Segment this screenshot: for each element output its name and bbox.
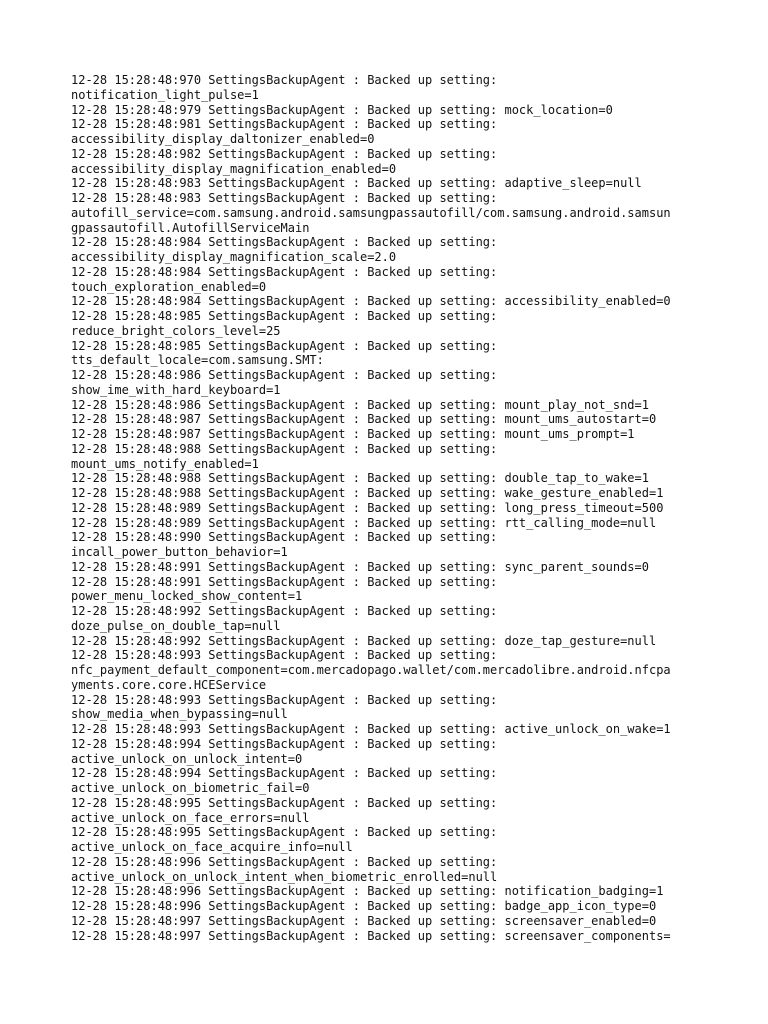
log-line: 12-28 15:28:48:988 SettingsBackupAgent : Backed up setting: <box>71 441 498 456</box>
log-line: 12-28 15:28:48:991 SettingsBackupAgent : Backed up setting: sync_parent_sounds=0 <box>71 559 649 574</box>
log-line: tts_default_locale=com.samsung.SMT: <box>71 353 324 368</box>
log-line: 12-28 15:28:48:984 SettingsBackupAgent : Backed up setting: <box>71 235 498 250</box>
log-line: 12-28 15:28:48:988 SettingsBackupAgent : Backed up setting: double_tap_to_wake=1 <box>71 471 649 486</box>
log-line: touch_exploration_enabled=0 <box>71 279 267 294</box>
log-line: 12-28 15:28:48:983 SettingsBackupAgent : Backed up setting: adaptive_sleep=null <box>71 176 642 191</box>
log-line: 12-28 15:28:48:984 SettingsBackupAgent : Backed up setting: <box>71 264 498 279</box>
log-line: 12-28 15:28:48:994 SettingsBackupAgent : Backed up setting: <box>71 766 498 781</box>
log-line: 12-28 15:28:48:979 SettingsBackupAgent : Backed up setting: mock_location=0 <box>71 102 613 117</box>
log-line: nfc_payment_default_component=com.mercadopago.wallet/com.mercadolibre.android.nfcpa <box>71 663 671 677</box>
log-line: active_unlock_on_unlock_intent_when_biometric_enrolled=null <box>71 869 498 884</box>
log-line: 12-28 15:28:48:989 SettingsBackupAgent : Backed up setting: long_press_timeout=500 <box>71 500 664 515</box>
log-line: 12-28 15:28:48:984 SettingsBackupAgent : Backed up setting: accessibility_enabled=0 <box>71 294 671 309</box>
log-line: 12-28 15:28:48:990 SettingsBackupAgent : Backed up setting: <box>71 530 498 545</box>
log-line: mount_ums_notify_enabled=1 <box>71 456 259 471</box>
log-line: active_unlock_on_biometric_fail=0 <box>71 781 310 795</box>
log-line: active_unlock_on_unlock_intent=0 <box>71 751 303 766</box>
log-line: power_menu_locked_show_content=1 <box>71 589 303 604</box>
log-line: show_ime_with_hard_keyboard=1 <box>71 382 281 397</box>
log-line: 12-28 15:28:48:985 SettingsBackupAgent : Backed up setting: <box>71 338 498 353</box>
log-line: 12-28 15:28:48:993 SettingsBackupAgent : Backed up setting: active_unlock_on_wake=1 <box>71 722 671 736</box>
log-line: show_media_when_bypassing=null <box>71 707 288 722</box>
log-line: 12-28 15:28:48:983 SettingsBackupAgent : Backed up setting: <box>71 191 498 205</box>
log-line: 12-28 15:28:48:987 SettingsBackupAgent : Backed up setting: mount_ums_autostart=0 <box>71 412 657 427</box>
log-line: notification_light_pulse=1 <box>71 87 259 102</box>
log-line: 12-28 15:28:48:986 SettingsBackupAgent : Backed up setting: <box>71 368 498 382</box>
log-line: 12-28 15:28:48:995 SettingsBackupAgent : Backed up setting: <box>71 825 498 840</box>
log-line: yments.core.core.HCEService <box>71 677 267 692</box>
log-line: 12-28 15:28:48:994 SettingsBackupAgent : Backed up setting: <box>71 736 498 751</box>
log-line: 12-28 15:28:48:993 SettingsBackupAgent : Backed up setting: <box>71 648 498 663</box>
log-line: 12-28 15:28:48:996 SettingsBackupAgent : Backed up setting: badge_app_icon_type=0 <box>71 899 657 913</box>
log-line: active_unlock_on_face_acquire_info=null <box>71 840 353 854</box>
log-line: 12-28 15:28:48:992 SettingsBackupAgent : Backed up setting: doze_tap_gesture=null <box>71 633 657 648</box>
log-line: autofill_service=com.samsung.android.samsungpassautofill/com.samsung.android.samsun <box>71 205 671 220</box>
log-line: 12-28 15:28:48:986 SettingsBackupAgent : Backed up setting: mount_play_not_snd=1 <box>71 397 649 412</box>
log-document <box>71 73 731 943</box>
log-line: incall_power_button_behavior=1 <box>71 545 288 559</box>
log-line: 12-28 15:28:48:997 SettingsBackupAgent : Backed up setting: screensaver_components= <box>71 928 671 943</box>
log-line: 12-28 15:28:48:985 SettingsBackupAgent : Backed up setting: <box>71 309 498 323</box>
log-line: accessibility_display_magnification_enabled=0 <box>71 161 397 176</box>
log-line: 12-28 15:28:48:989 SettingsBackupAgent : Backed up setting: rtt_calling_mode=null <box>71 515 657 530</box>
log-line: active_unlock_on_face_errors=null <box>71 810 310 825</box>
log-line: 12-28 15:28:48:988 SettingsBackupAgent : Backed up setting: wake_gesture_enabled=1 <box>71 486 664 500</box>
log-line: 12-28 15:28:48:997 SettingsBackupAgent : Backed up setting: screensaver_enabled=0 <box>71 913 657 928</box>
log-line: 12-28 15:28:48:987 SettingsBackupAgent : Backed up setting: mount_ums_prompt=1 <box>71 427 635 441</box>
log-line: 12-28 15:28:48:995 SettingsBackupAgent : Backed up setting: <box>71 795 498 810</box>
log-line: 12-28 15:28:48:996 SettingsBackupAgent : Backed up setting: <box>71 854 498 869</box>
log-line: reduce_bright_colors_level=25 <box>71 323 281 338</box>
log-line: accessibility_display_daltonizer_enabled=0 <box>71 132 375 146</box>
log-line: accessibility_display_magnification_scale=2.0 <box>71 250 397 264</box>
log-line: 12-28 15:28:48:981 SettingsBackupAgent : Backed up setting: <box>71 117 498 132</box>
log-line: gpassautofill.AutofillServiceMain <box>71 220 310 235</box>
log-line: 12-28 15:28:48:982 SettingsBackupAgent : Backed up setting: <box>71 146 498 161</box>
log-line: 12-28 15:28:48:970 SettingsBackupAgent : Backed up setting: <box>71 73 498 87</box>
log-line: 12-28 15:28:48:993 SettingsBackupAgent : Backed up setting: <box>71 692 498 707</box>
log-line: 12-28 15:28:48:992 SettingsBackupAgent : Backed up setting: <box>71 604 498 618</box>
log-line: 12-28 15:28:48:996 SettingsBackupAgent : Backed up setting: notification_badging=1 <box>71 884 664 899</box>
log-line: doze_pulse_on_double_tap=null <box>71 618 281 633</box>
log-line: 12-28 15:28:48:991 SettingsBackupAgent : Backed up setting: <box>71 574 498 589</box>
